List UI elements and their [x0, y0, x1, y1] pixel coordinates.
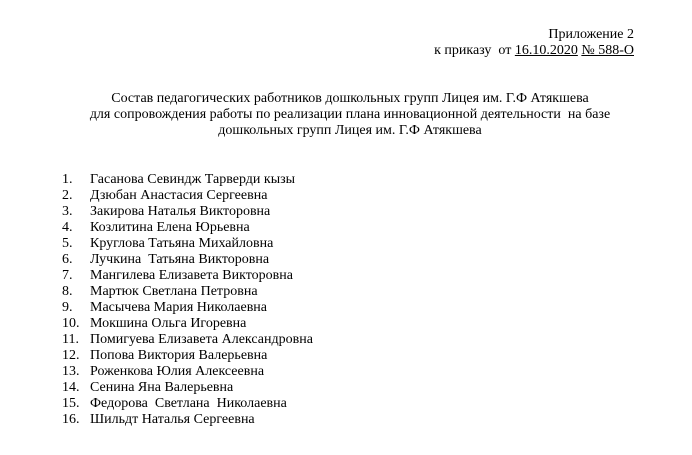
list-item-name: Сенина Яна Валерьевна	[90, 380, 234, 395]
list-item-number: 11.	[62, 332, 79, 347]
list-item-number: 12.	[62, 348, 80, 363]
list-item-number: 7.	[62, 268, 73, 283]
list-item-name: Федорова Светлана Николаевна	[90, 396, 287, 411]
list-item	[62, 204, 313, 220]
order-prefix: к приказу от	[434, 43, 515, 58]
list-item	[62, 348, 313, 364]
list-item-name: Мангилева Елизавета Викторовна	[90, 268, 293, 283]
list-item-name: Роженкова Юлия Алексеевна	[90, 364, 265, 379]
list-item-name: Дзюбан Анастасия Сергеевна	[90, 188, 268, 203]
list-item	[62, 172, 313, 188]
list-item-name: Мокшина Ольга Игоревна	[90, 316, 247, 331]
order-date: 16.10.2020	[514, 43, 578, 58]
order-reference	[434, 43, 634, 59]
list-item-number: 8.	[62, 284, 73, 299]
list-item-name: Мартюк Светлана Петровна	[90, 284, 258, 299]
appendix-header	[434, 27, 634, 59]
list-item	[62, 364, 313, 380]
list-item-name: Гасанова Севиндж Тарверди кызы	[90, 172, 296, 187]
list-item-number: 10.	[62, 316, 80, 331]
list-item	[62, 300, 313, 316]
list-item	[62, 252, 313, 268]
list-item-number: 6.	[62, 252, 73, 267]
list-item	[62, 188, 313, 204]
list-item-name: Закирова Наталья Викторовна	[90, 204, 271, 219]
list-item-number: 1.	[62, 172, 73, 187]
list-item-number: 5.	[62, 236, 73, 251]
list-item-name: Шильдт Наталья Сергеевна	[90, 412, 255, 427]
list-item	[62, 412, 313, 428]
list-item	[62, 380, 313, 396]
title-line-2: для сопровождения работы по реализации плана инновационной деятельности на базе	[89, 107, 611, 122]
document-title	[70, 91, 630, 139]
list-item-number: 15.	[62, 396, 80, 411]
list-item-number: 9.	[62, 300, 73, 315]
list-item	[62, 332, 313, 348]
list-item-number: 4.	[62, 220, 73, 235]
title-line-1: Состав педагогических работников дошкольных групп Лицея им. Г.Ф Атякшева	[111, 91, 589, 106]
list-item-name: Круглова Татьяна Михайловна	[90, 236, 274, 251]
list-item-name: Лучкина Татьяна Викторовна	[90, 252, 270, 267]
list-item	[62, 396, 313, 412]
list-item	[62, 268, 313, 284]
list-item-number: 3.	[62, 204, 73, 219]
list-item-number: 14.	[62, 380, 80, 395]
list-item	[62, 316, 313, 332]
list-item	[62, 284, 313, 300]
list-item	[62, 220, 313, 236]
order-number: № 588-О	[581, 43, 634, 58]
list-item-name: Козлитина Елена Юрьевна	[90, 220, 250, 235]
list-item-number: 13.	[62, 364, 80, 379]
appendix-label: Приложение 2	[548, 27, 634, 42]
list-item-name: Масычева Мария Николаевна	[90, 300, 268, 315]
staff-list	[62, 172, 313, 428]
list-item-number: 16.	[62, 412, 80, 427]
list-item-name: Помигуева Елизавета Александровна	[90, 332, 313, 347]
list-item	[62, 236, 313, 252]
title-line-3: дошкольных групп Лицея им. Г.Ф Атякшева	[218, 123, 482, 138]
list-item-number: 2.	[62, 188, 73, 203]
list-item-name: Попова Виктория Валерьевна	[90, 348, 268, 363]
